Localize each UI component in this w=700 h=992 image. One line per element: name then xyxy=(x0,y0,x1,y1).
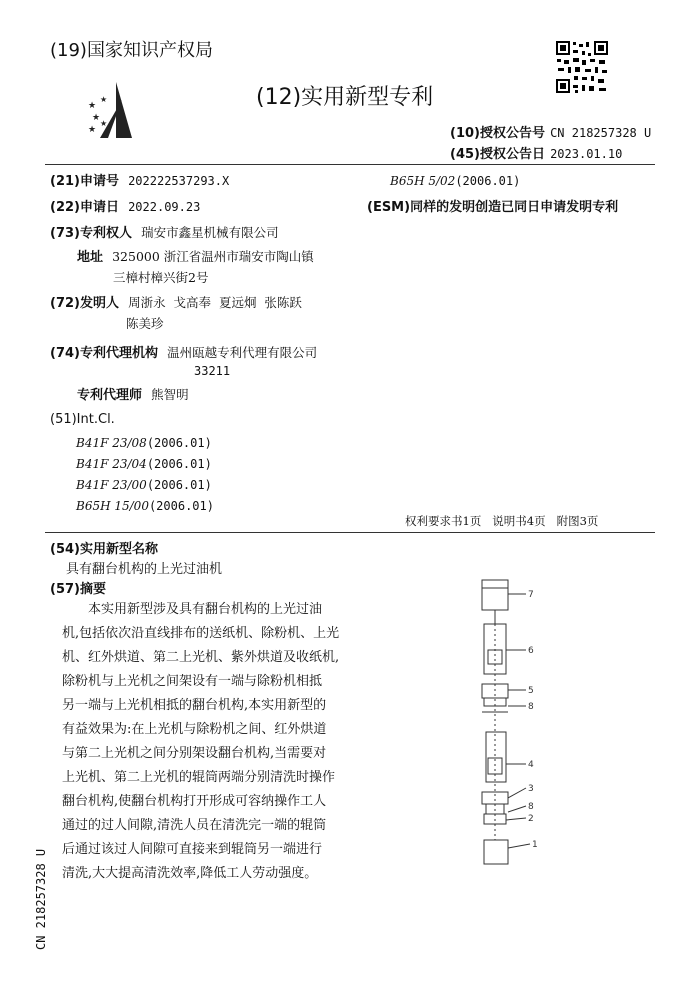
ipc-row xyxy=(390,170,520,189)
intcl-year: (2006.01) xyxy=(146,436,212,450)
application-date: 2022.09.23 xyxy=(128,200,201,214)
application-number: 202222537293.X xyxy=(128,174,230,188)
application-number-label: (21)申请号 xyxy=(50,174,119,189)
intcl-year: (2006.01) xyxy=(146,478,212,492)
address-line2: 三樟村樟兴街2号 xyxy=(113,270,209,285)
abstract-label: (57)摘要 xyxy=(50,582,106,597)
inventors-line1: 周浙永 戈高奉 夏远炯 张陈跃 xyxy=(128,295,302,310)
publication-number-label: (10)授权公告号 xyxy=(450,126,545,141)
intcl-code: B41F 23/04 xyxy=(76,457,147,471)
utility-model-title: 具有翻台机构的上光过油机 xyxy=(66,562,223,577)
inventors-line2: 陈美珍 xyxy=(126,316,164,331)
document-type: (12)实用新型专利 xyxy=(256,85,434,110)
address-row xyxy=(77,246,314,265)
svg-text:★: ★ xyxy=(100,119,108,128)
agency-row xyxy=(50,342,317,361)
abstract-line: 机、红外烘道、第二上光机、紫外烘道及收纸机, xyxy=(62,650,340,665)
header-divider xyxy=(45,164,655,165)
side-publication-number: CN 218257328 U xyxy=(34,848,48,950)
ipc-year: (2006.01) xyxy=(455,174,521,188)
office-name: (19)国家知识产权局 xyxy=(50,40,213,61)
figure-label: 6 xyxy=(528,646,534,656)
intcl-year: (2006.01) xyxy=(148,499,214,513)
inventors-label: (72)发明人 xyxy=(50,296,119,311)
patentee-row xyxy=(50,222,279,241)
page-counts: 权利要求书1页 说明书4页 附图3页 xyxy=(405,514,599,528)
agent-row xyxy=(77,384,189,403)
publication-number: CN 218257328 U xyxy=(550,126,652,140)
agent-label: 专利代理师 xyxy=(77,388,143,403)
publication-number-row xyxy=(450,122,651,141)
agency-line1: 温州瓯越专利代理有限公司 xyxy=(167,345,318,360)
publication-date-row xyxy=(450,143,622,162)
intcl-code: B41F 23/00 xyxy=(76,478,147,492)
figure-label: 4 xyxy=(528,760,534,770)
svg-text:★: ★ xyxy=(92,113,101,123)
svg-text:★: ★ xyxy=(88,125,97,135)
abstract-line: 本实用新型涉及具有翻台机构的上光过油 xyxy=(88,602,323,617)
publication-date-label: (45)授权公告日 xyxy=(450,147,545,162)
figure-label: 2 xyxy=(528,814,534,824)
agency-line2: 33211 xyxy=(194,364,231,378)
intcl-item xyxy=(76,474,212,493)
figure-label: 8 xyxy=(528,702,534,712)
intcl-item xyxy=(76,453,212,472)
cnipa-logo xyxy=(86,80,138,140)
figure-label: 8 xyxy=(528,802,534,812)
abstract-line: 机,包括依次沿直线排布的送纸机、除粉机、上光 xyxy=(62,626,340,641)
machine-drawing xyxy=(460,572,560,870)
intcl-code: B41F 23/08 xyxy=(76,436,147,450)
publication-date: 2023.01.10 xyxy=(550,147,623,161)
agent: 熊智明 xyxy=(151,387,189,402)
application-date-row xyxy=(50,196,200,215)
svg-text:★: ★ xyxy=(100,95,108,104)
abstract-line: 后通过该过人间隙可直接来到辊筒另一端进行 xyxy=(62,842,323,857)
intcl-code: B65H 15/00 xyxy=(76,499,149,513)
qr-code xyxy=(555,40,609,94)
abstract-line: 上光机、第二上光机的辊筒两端分别清洗时操作 xyxy=(62,770,336,785)
address-line1: 325000 浙江省温州市瑞安市陶山镇 xyxy=(112,249,314,264)
patentee: 瑞安市鑫星机械有限公司 xyxy=(141,225,279,240)
abstract-line: 有益效果为:在上光机与除粉机之间、红外烘道 xyxy=(62,722,327,737)
ipc-code: B65H 5/02 xyxy=(390,174,456,188)
abstract-line: 通过的过人间隙,清洗人员在清洗完一端的辊筒 xyxy=(62,818,327,833)
title-label: (54)实用新型名称 xyxy=(50,542,158,557)
intcl-year: (2006.01) xyxy=(146,457,212,471)
intcl-item xyxy=(76,495,214,514)
abstract-line: 翻台机构,使翻台机构打开形成可容纳操作工人 xyxy=(62,794,327,809)
figure-label: 7 xyxy=(528,590,534,600)
svg-text:★: ★ xyxy=(88,101,97,111)
abstract-line: 与第二上光机之间分别架设翻台机构,当需要对 xyxy=(62,746,327,761)
section-divider xyxy=(45,532,655,533)
intcl-label: (51)Int.Cl. xyxy=(50,412,115,427)
figure-label: 3 xyxy=(528,784,534,794)
agency-label: (74)专利代理机构 xyxy=(50,346,158,361)
abstract-line: 除粉机与上光机之间架设有一端与除粉机相抵 xyxy=(62,674,323,689)
application-number-row xyxy=(50,170,229,189)
abstract-line: 另一端与上光机相抵的翻台机构,本实用新型的 xyxy=(62,698,327,713)
patentee-label: (73)专利权人 xyxy=(50,226,132,241)
inventors-row xyxy=(50,292,302,311)
abstract-line: 清洗,大大提高清洗效率,降低工人劳动强度。 xyxy=(62,866,318,881)
figure-label: 1 xyxy=(532,840,538,850)
abstract-text xyxy=(62,598,350,886)
esm-note: (ESM)同样的发明创造已同日申请发明专利 xyxy=(367,200,619,215)
application-date-label: (22)申请日 xyxy=(50,200,119,215)
intcl-item xyxy=(76,432,212,451)
address-label: 地址 xyxy=(77,250,104,265)
figure-label: 5 xyxy=(528,686,534,696)
